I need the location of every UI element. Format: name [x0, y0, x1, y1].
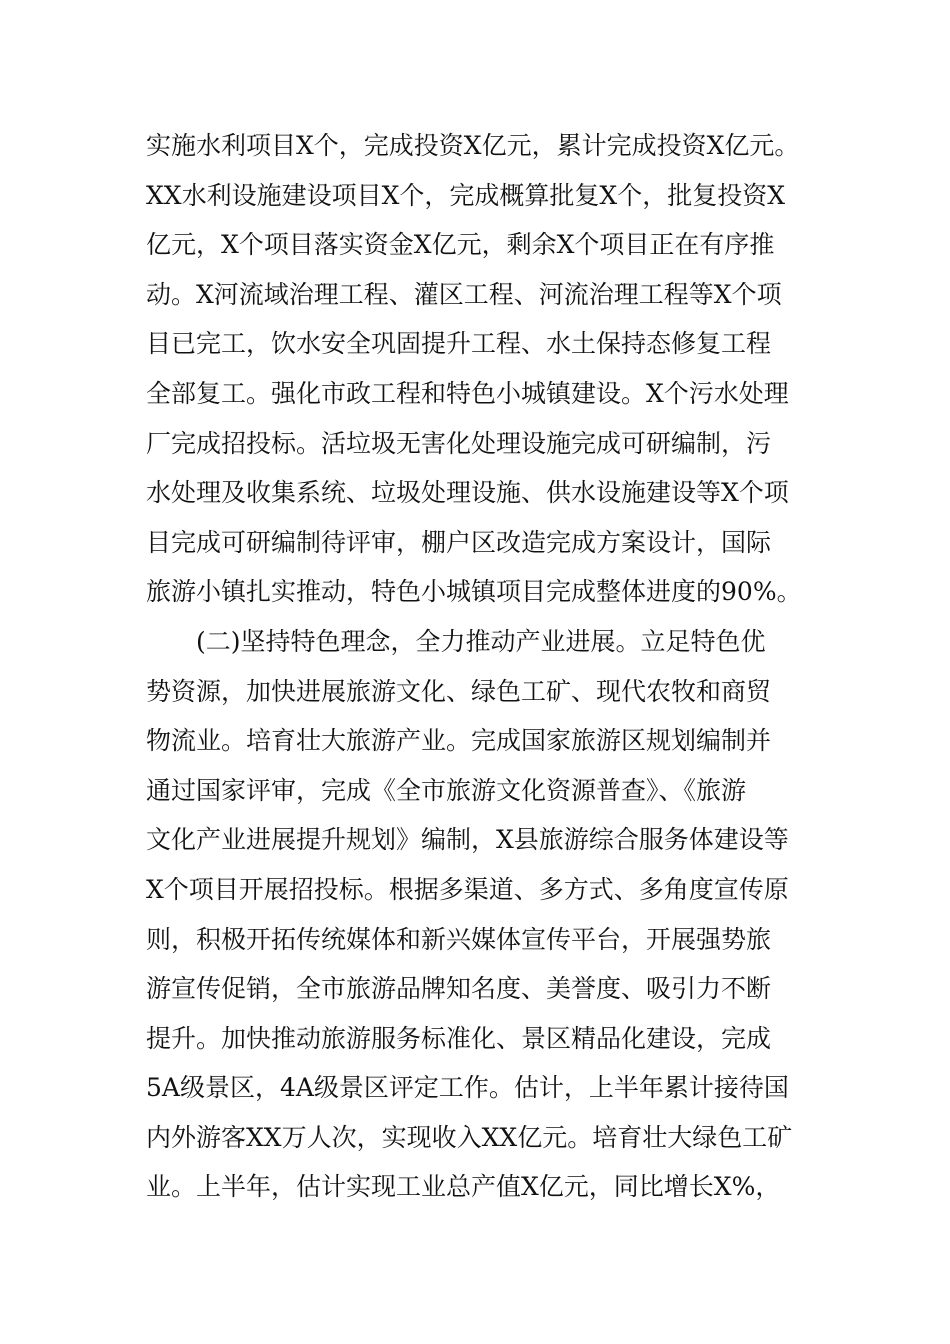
- body-text: [146, 121, 846, 1212]
- text-line: 势资源，加快进展旅游文化、绿色工矿、现代农牧和商贸: [146, 676, 772, 706]
- text-line: XX水利设施建设项目X个，完成概算批复X个，批复投资X: [146, 180, 785, 210]
- section-heading-line: (二)坚持特色理念，全力推动产业进展。立足特色优: [196, 626, 766, 656]
- text-line: 通过国家评审，完成《全市旅游文化资源普查》、《旅游: [146, 775, 747, 805]
- text-line: 提升。加快推动旅游服务标准化、景区精品化建设，完成: [146, 1023, 772, 1053]
- text-line: 物流业。培育壮大旅游产业。完成国家旅游区规划编制并: [146, 726, 772, 756]
- text-line: 全部复工。强化市政工程和特色小城镇建设。X个污水处理: [146, 378, 789, 408]
- text-line: 厂完成招投标。活垃圾无害化处理设施完成可研编制，污: [146, 428, 772, 458]
- text-line: X个项目开展招投标。根据多渠道、多方式、多角度宣传原: [146, 874, 789, 904]
- text-line: 水处理及收集系统、垃圾处理设施、供水设施建设等X个项: [146, 478, 789, 508]
- text-line: 亿元，X个项目落实资金X亿元，剩余X个项目正在有序推: [146, 230, 775, 260]
- text-line: 目已完工，饮水安全巩固提升工程、水土保持态修复工程: [146, 329, 772, 359]
- text-line: 旅游小镇扎实推动，特色小城镇项目完成整体进度的90%。: [146, 577, 802, 607]
- text-line: 则，积极开拓传统媒体和新兴媒体宣传平台，开展强势旅: [146, 924, 772, 954]
- text-line: 实施水利项目X个，完成投资X亿元，累计完成投资X亿元。: [146, 131, 800, 160]
- text-line: 文化产业进展提升规划》编制，X县旅游综合服务体建设等: [146, 825, 789, 855]
- text-line: 业。上半年，估计实现工业总产值X亿元，同比增长X%，: [146, 1172, 781, 1202]
- text-line: 内外游客XX万人次，实现收入XX亿元。培育壮大绿色工矿: [146, 1122, 793, 1152]
- text-line: 动。X河流域治理工程、灌区工程、河流治理工程等X个项: [146, 279, 782, 309]
- text-line: 游宣传促销，全市旅游品牌知名度、美誉度、吸引力不断: [146, 974, 772, 1004]
- text-line: 目完成可研编制待评审，棚户区改造完成方案设计，国际: [146, 527, 772, 557]
- text-line: 5A级景区，4A级景区评定工作。估计，上半年累计接待国: [146, 1073, 789, 1103]
